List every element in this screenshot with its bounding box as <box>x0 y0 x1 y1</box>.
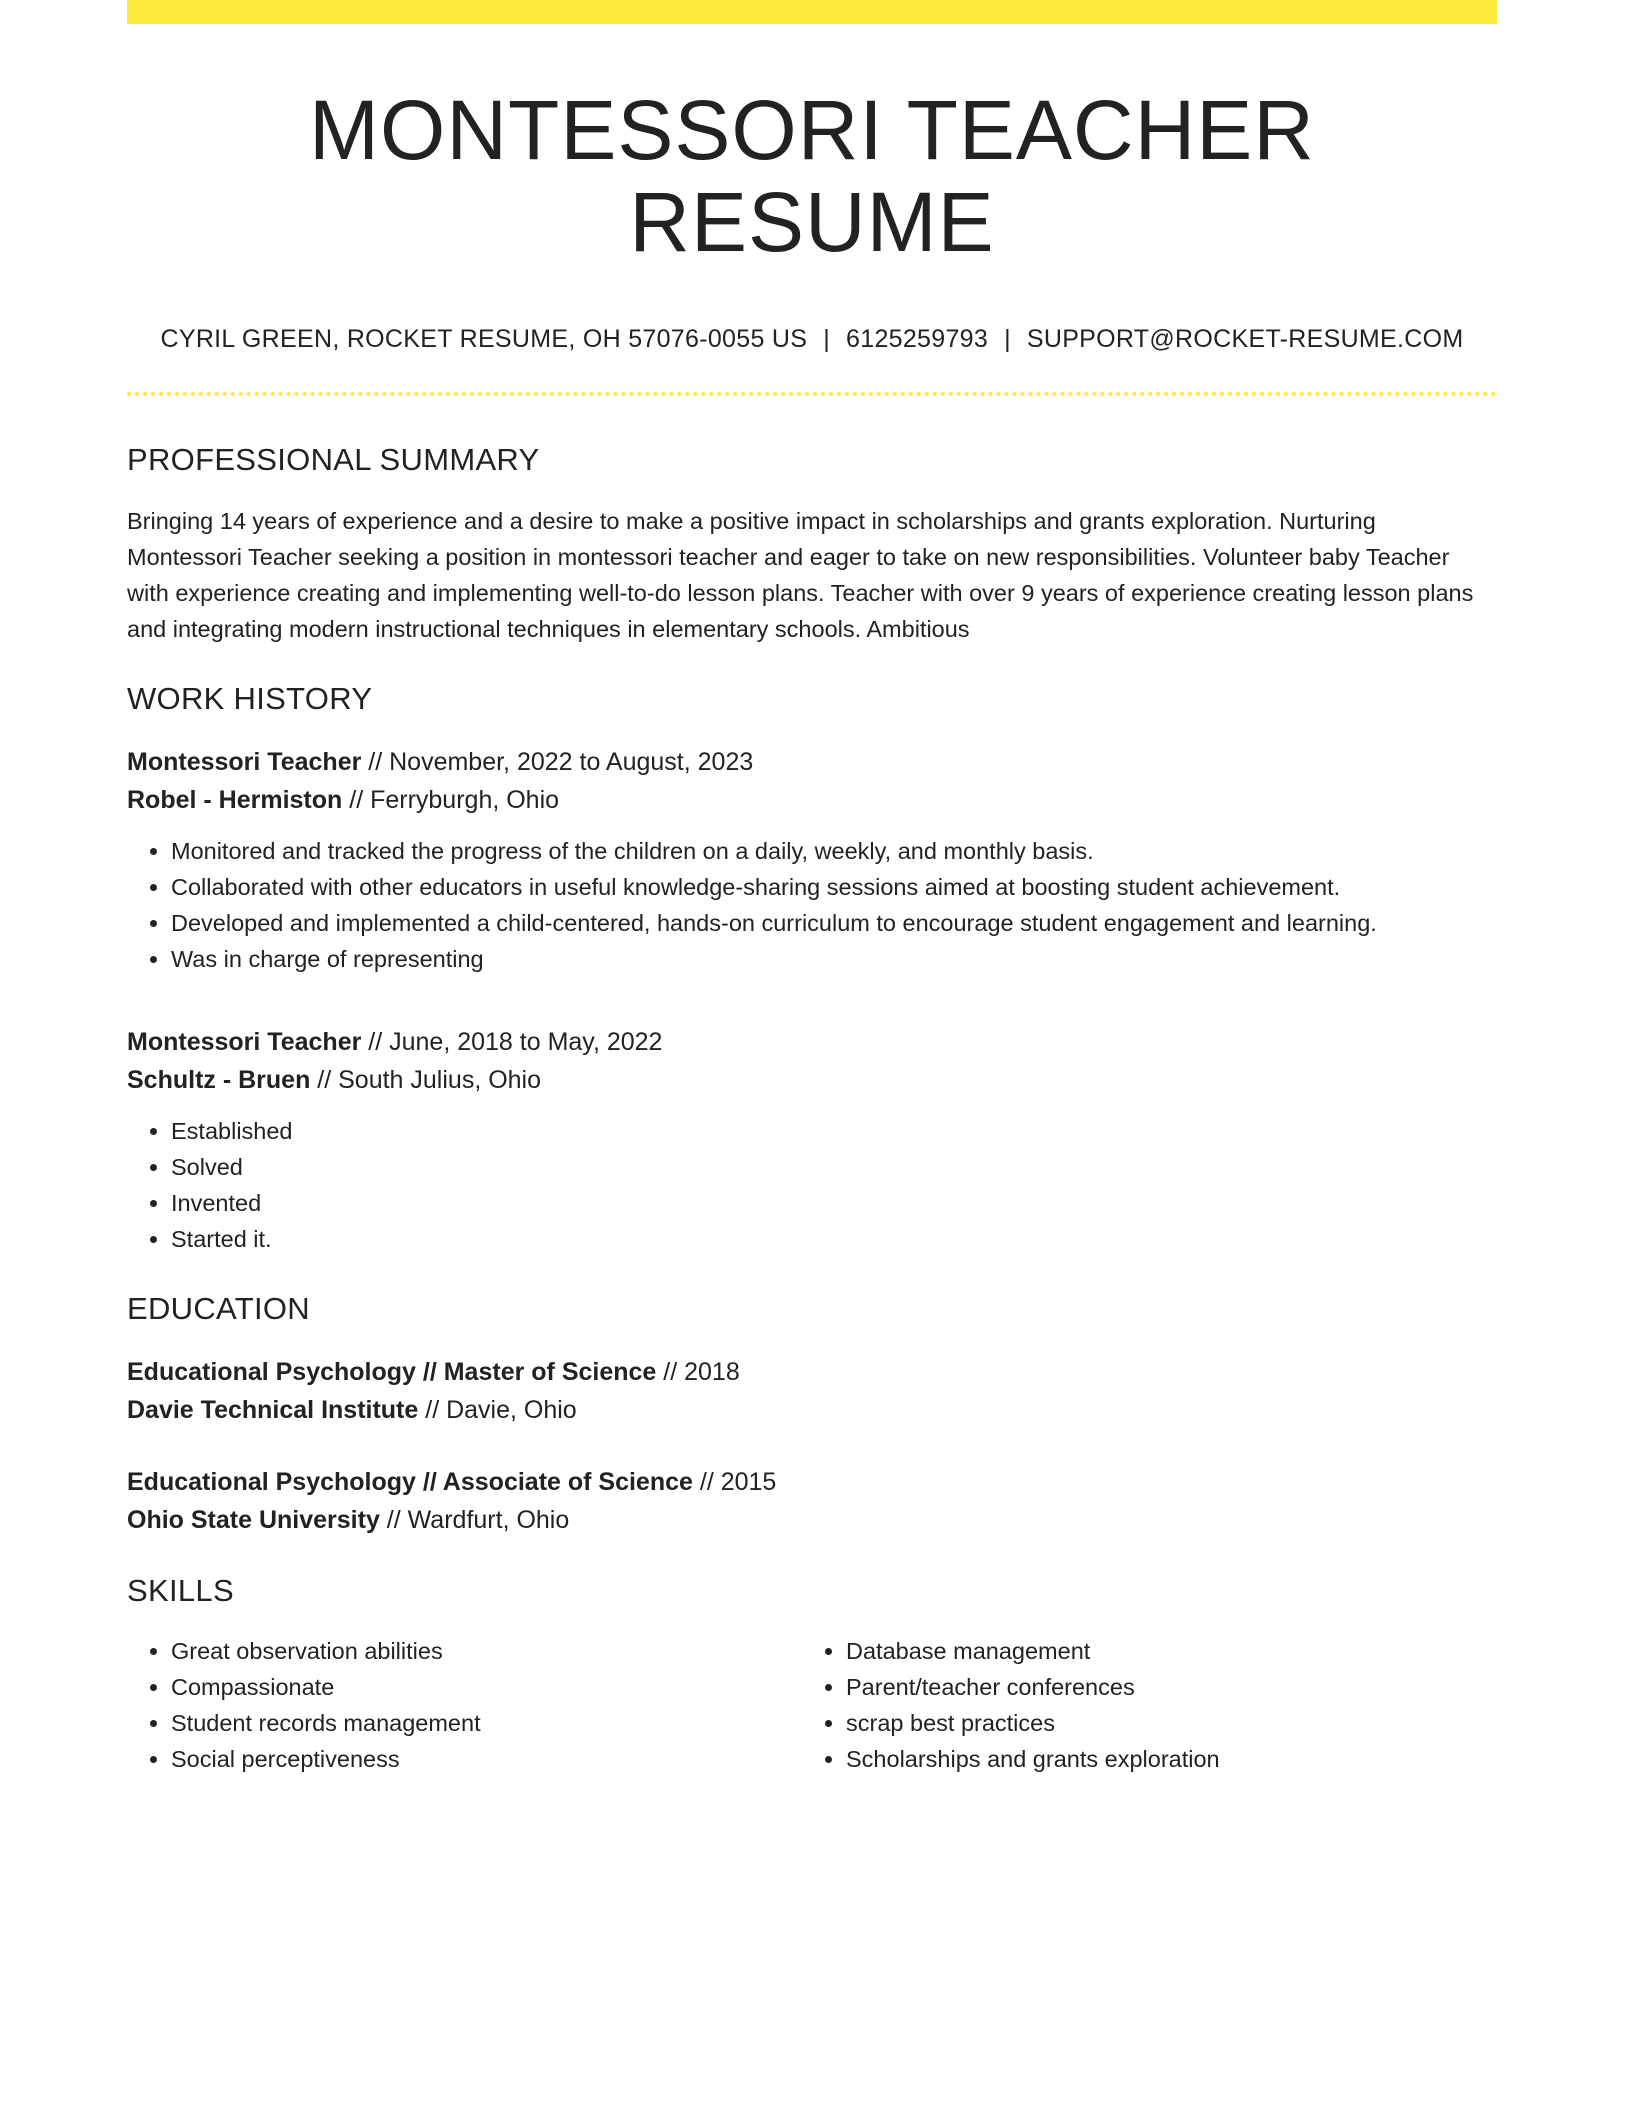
contact-separator: | <box>1004 324 1011 353</box>
skills-columns <box>127 1633 1497 1777</box>
list-item: • Monitored and tracked the progress of the children on a daily, weekly, and monthly basis. <box>171 833 1497 869</box>
list-item: • Compassionate <box>171 1669 802 1705</box>
list-item: • Social perceptiveness <box>171 1741 802 1777</box>
list-item: • Was in charge of representing <box>171 941 1497 977</box>
education-degree: Educational Psychology // Associate of Science <box>127 1467 693 1496</box>
list-item: • Scholarships and grants exploration <box>846 1741 1477 1777</box>
education-year: // 2018 <box>656 1357 740 1386</box>
job-title: Montessori Teacher <box>127 1027 362 1056</box>
contact-address: CYRIL GREEN, ROCKET RESUME, OH 57076-0055 US <box>160 324 808 353</box>
list-item: • scrap best practices <box>846 1705 1477 1741</box>
job-location: // South Julius, Ohio <box>310 1065 542 1094</box>
section-heading-skills: SKILLS <box>127 1572 234 1608</box>
skills-list-right <box>802 1633 1477 1777</box>
job-bullets <box>127 833 1497 977</box>
education-degree-line <box>127 1463 1497 1501</box>
resume-page <box>127 0 1497 1777</box>
education-degree-line <box>127 1353 1497 1391</box>
job-entry <box>127 743 1497 977</box>
list-item: • Parent/teacher conferences <box>846 1669 1477 1705</box>
education-degree: Educational Psychology // Master of Science <box>127 1357 657 1386</box>
list-item: • Solved <box>171 1149 1497 1185</box>
list-item: • Student records management <box>171 1705 802 1741</box>
section-heading-summary: PROFESSIONAL SUMMARY <box>127 441 540 477</box>
job-company-line <box>127 1061 1497 1099</box>
education-year: // 2015 <box>692 1467 777 1496</box>
education-school-line <box>127 1501 1497 1539</box>
job-title-line <box>127 1023 1497 1061</box>
education-location: // Wardfurt, Ohio <box>379 1505 570 1534</box>
accent-top-bar <box>127 0 1497 24</box>
list-item: • Database management <box>846 1633 1477 1669</box>
contact-phone: 6125259793 <box>846 324 989 353</box>
summary-text: Bringing 14 years of experience and a desire to make a positive impact in scholarships and grants exploration. Nurturing Montessori Teacher seeking a position in montessori teacher and eager to take on new responsibilities. Volunteer baby Teacher with experience creating and implementing well-to-do lesson plans. Teacher with over 9 years of experience creating lesson plans and integrating modern instructional techniques in elementary schools. Ambitious <box>127 507 1474 642</box>
job-bullets <box>127 1113 1497 1257</box>
list-item: • Invented <box>171 1185 1497 1221</box>
job-title-line <box>127 743 1497 781</box>
section-heading-work-history: WORK HISTORY <box>127 680 373 716</box>
contact-separator: | <box>823 324 831 353</box>
job-company: Schultz - Bruen <box>127 1065 311 1094</box>
education-location: // Davie, Ohio <box>418 1395 577 1424</box>
education-school-line <box>127 1391 1497 1429</box>
education-entry <box>127 1463 1497 1539</box>
education-entry <box>127 1353 1497 1429</box>
job-entry <box>127 1023 1497 1257</box>
section-heading-education: EDUCATION <box>127 1290 310 1326</box>
page-title: MONTESSORI TEACHER RESUME <box>309 83 1315 270</box>
list-item: • Established <box>171 1113 1497 1149</box>
job-dates: // November, 2022 to August, 2023 <box>361 747 754 776</box>
list-item: • Developed and implemented a child-centered, hands-on curriculum to encourage student engagement and learning. <box>171 905 1497 941</box>
list-item: • Started it. <box>171 1221 1497 1257</box>
education-school: Davie Technical Institute <box>127 1395 419 1424</box>
job-company-line <box>127 781 1497 819</box>
contact-line <box>127 325 1497 354</box>
job-title: Montessori Teacher <box>127 747 362 776</box>
skills-list-left <box>127 1633 802 1777</box>
contact-email: SUPPORT@ROCKET-RESUME.COM <box>1026 324 1464 353</box>
job-company: Robel - Hermiston <box>127 785 343 814</box>
education-school: Ohio State University <box>127 1505 380 1534</box>
job-dates: // June, 2018 to May, 2022 <box>361 1027 663 1056</box>
list-item: • Collaborated with other educators in useful knowledge-sharing sessions aimed at boosting student achievement. <box>171 869 1497 905</box>
header-divider <box>127 392 1497 396</box>
job-location: // Ferryburgh, Ohio <box>342 785 560 814</box>
list-item: • Great observation abilities <box>171 1633 802 1669</box>
